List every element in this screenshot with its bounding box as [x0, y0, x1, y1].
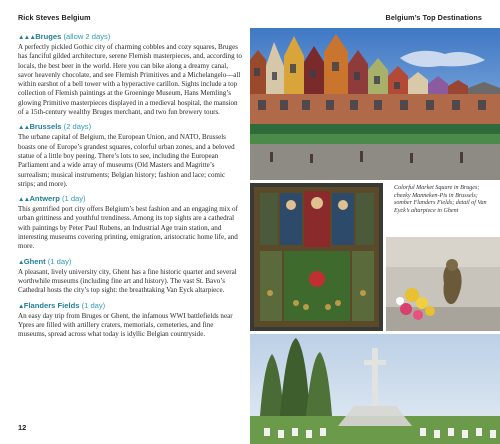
rating-stars: ▲▲ — [18, 196, 30, 204]
days-recommendation: (2 days) — [63, 122, 92, 132]
days-recommendation: (1 day) — [61, 194, 86, 204]
entry-description: The urbane capital of Belgium, the European Union, and NATO, Brussels boasts one of Europe’s grandest squares, colorful urban zones, and a beloved statue of a little boy peeing. There’s lots to see, including the European Parliament and a wide array of museums (Old Masters and Magritte’s surrealism; musical instruments; Belgian history; fashion and lace; comic strips; and more). — [18, 133, 235, 188]
entry-heading — [18, 301, 242, 312]
destination-name: Flanders Fields — [23, 300, 80, 310]
entry-ghent — [18, 257, 242, 296]
destination-name: Ghent — [23, 256, 46, 266]
entry-description: This gentrified port city offers Belgium’s best fashion and an engaging mix of urban grittiness and youthful trendiness. Among its top sights are a cathedral with paintings by Peter Paul Rubens, an Industrial Age train station, and interesting museums covering printing, emigration, aristocratic home life, and more. — [18, 205, 238, 251]
photo-manneken-pis — [386, 237, 500, 331]
entry-flanders-fields — [18, 301, 242, 340]
destinations-column — [18, 32, 242, 344]
entry-bruges — [18, 32, 242, 117]
days-recommendation: (1 day) — [81, 300, 106, 310]
days-recommendation: (1 day) — [47, 256, 72, 266]
entry-heading — [18, 194, 242, 205]
rating-stars: ▲ — [18, 258, 24, 266]
running-head-right: Belgium’s Top Destinations — [385, 13, 482, 22]
rating-stars: ▲▲ — [18, 124, 30, 132]
running-head-left: Rick Steves Belgium — [18, 13, 91, 22]
photo-caption: Colorful Market Square in Bruges; cheeky Manneken-Pis in Brussels; somber Flanders Fields; detail of Van Eyck’s altarpiece in Ghent — [394, 185, 487, 214]
entry-description: An easy day trip from Bruges or Ghent, the infamous WWI battlefields near Ypres are filled with artillery craters, memorials, cemeteries, and fine museums, spread across what today is idyllic Belgian countryside. — [18, 311, 233, 339]
destination-name: Bruges — [35, 32, 62, 41]
rating-stars: ▲ — [18, 302, 24, 310]
entry-brussels — [18, 122, 242, 189]
entry-heading — [18, 32, 242, 43]
entry-description: A pleasant, lively university city, Ghent has a fine historic quarter and several worthwhile museums (including fine art and history). The vast St. Bavo’s Cathedral hosts the city’s top sight: the breathtaking Van Eyck altarpiece. — [18, 267, 237, 295]
photo-caption-box — [386, 183, 500, 235]
destination-name: Brussels — [29, 122, 62, 132]
photo-bruges-market-square — [250, 28, 500, 180]
photo-van-eyck-altarpiece — [250, 183, 383, 331]
entry-antwerp — [18, 194, 242, 251]
destination-name: Antwerp — [29, 194, 60, 204]
photo-flanders-fields-cemetery — [250, 334, 500, 444]
entry-heading — [18, 257, 242, 268]
entry-description: A perfectly pickled Gothic city of charming cobbles and cozy squares, Bruges has fanciful gilded architecture, serene Flemish masterpieces, and, according to locals, the best beer in the world. Here you can bike along a dreamy canal, savor heavenly chocolate, and see Flemish Primitives and a Michelangelo—all within earshot of a bell tower with a hyperactive carillon. Sights include a top collection of Flemish paintings at the Groeninge Museum, Hans Memling’s glowing Primitive masterpieces displayed in a medieval hospital, the mansion of a 15th-century wealthy Bruges merchant, and two fun brewery tours. — [18, 43, 242, 117]
page-number: 12 — [18, 423, 27, 432]
entry-heading — [18, 122, 242, 133]
rating-stars: ▲▲▲ — [18, 34, 36, 41]
days-recommendation: (allow 2 days) — [63, 32, 111, 41]
